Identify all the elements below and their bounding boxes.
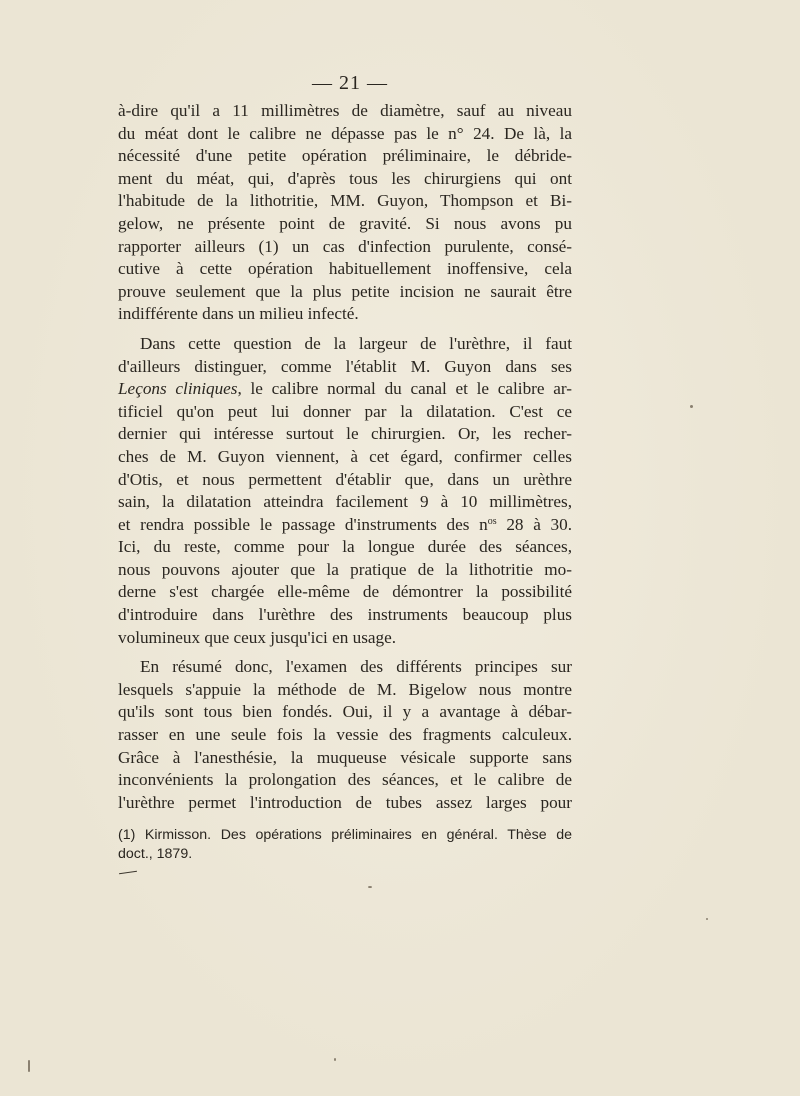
paper-speck xyxy=(690,405,693,408)
text-line: l'habitude de la lithotritie, MM. Guyon, Thompson et Bi- xyxy=(118,191,572,211)
text-line: nécessité d'une petite opération préliminaire, le débride- xyxy=(118,146,572,166)
footnote-rule xyxy=(119,871,137,874)
superscript: os xyxy=(487,515,497,527)
paper-speck xyxy=(706,918,708,920)
paper-speck xyxy=(28,1060,30,1072)
text-line: Ici, du reste, comme pour la longue durée des séances, xyxy=(118,537,572,557)
text-line: En résumé donc, l'examen des différents principes sur xyxy=(140,657,572,677)
footnote-line: doct., 1879. xyxy=(118,846,193,862)
text-fragment: et rendra possible le passage d'instruments des n xyxy=(118,514,488,534)
text-line: indifférente dans un milieu infecté. xyxy=(118,304,359,324)
text-line: rasser en une seule fois la vessie des fragments calculeux. xyxy=(118,725,572,745)
text-fragment: , le calibre normal du canal et le calibre ar- xyxy=(237,379,572,399)
text-line: Grâce à l'anesthésie, la muqueuse vésicale supporte sans xyxy=(118,747,572,767)
text-line: prouve seulement que la plus petite incision ne saurait être xyxy=(118,281,572,301)
text-line: qu'ils sont tous bien fondés. Oui, il y a avantage à débar- xyxy=(118,702,572,722)
text-line: dernier qui intéresse surtout le chirurgien. Or, les recher- xyxy=(118,424,572,444)
book-title: Leçons cliniques xyxy=(118,379,238,399)
paragraph-2 xyxy=(118,333,572,649)
text-line: du méat dont le calibre ne dépasse pas le n° 24. De là, la xyxy=(118,123,572,143)
paper-speck xyxy=(334,1058,336,1061)
paragraph-1 xyxy=(118,100,572,326)
footnote xyxy=(118,826,572,864)
text-line: ment du méat, qui, d'après tous les chirurgiens qui ont xyxy=(118,168,572,188)
text-line: ches de M. Guyon viennent, à cet égard, confirmer celles xyxy=(118,446,572,466)
paper-speck xyxy=(368,886,372,888)
text-line: l'urèthre permet l'introduction de tubes assez larges pour xyxy=(118,792,572,812)
text-line: sain, la dilatation atteindra facilement 9 à 10 millimètres, xyxy=(118,492,572,512)
text-line: nous pouvons ajouter que la pratique de la lithotritie mo- xyxy=(118,559,572,579)
text-line: lesquels s'appuie la méthode de M. Bigelow nous montre xyxy=(118,679,572,699)
body-text xyxy=(118,100,572,814)
text-line: derne s'est chargée elle-même de démontrer la possibilité xyxy=(118,582,572,602)
text-line: rapporter ailleurs (1) un cas d'infection purulente, consé- xyxy=(118,236,572,256)
page-number: — 21 — xyxy=(312,72,388,94)
text-line: volumineux que ceux jusqu'ici en usage. xyxy=(118,627,397,647)
text-line: inconvénients la prolongation des séances, et le calibre de xyxy=(118,770,572,790)
text-line: Dans cette question de la largeur de l'urèthre, il faut xyxy=(140,333,572,353)
text-line: cutive à cette opération habituellement inoffensive, cela xyxy=(118,259,572,279)
text-line: à-dire qu'il a 11 millimètres de diamètre, sauf au niveau xyxy=(118,101,572,120)
text-line-composite xyxy=(118,514,572,537)
text-line: d'ailleurs distinguer, comme l'établit M. Guyon dans ses xyxy=(118,356,572,376)
text-line: gelow, ne présente point de gravité. Si nous avons pu xyxy=(118,213,572,233)
text-line: tificiel qu'on peut lui donner par la dilatation. C'est ce xyxy=(118,401,572,421)
text-fragment: 28 à 30. xyxy=(496,514,572,534)
paragraph-3 xyxy=(118,656,572,814)
footnote-line: (1) Kirmisson. Des opérations préliminaires en général. Thèse de xyxy=(118,827,572,843)
text-line: d'Otis, et nous permettent d'établir que, dans un urèthre xyxy=(118,469,572,489)
text-line-composite xyxy=(118,378,572,401)
text-line: d'introduire dans l'urèthre des instruments beaucoup plus xyxy=(118,605,572,625)
